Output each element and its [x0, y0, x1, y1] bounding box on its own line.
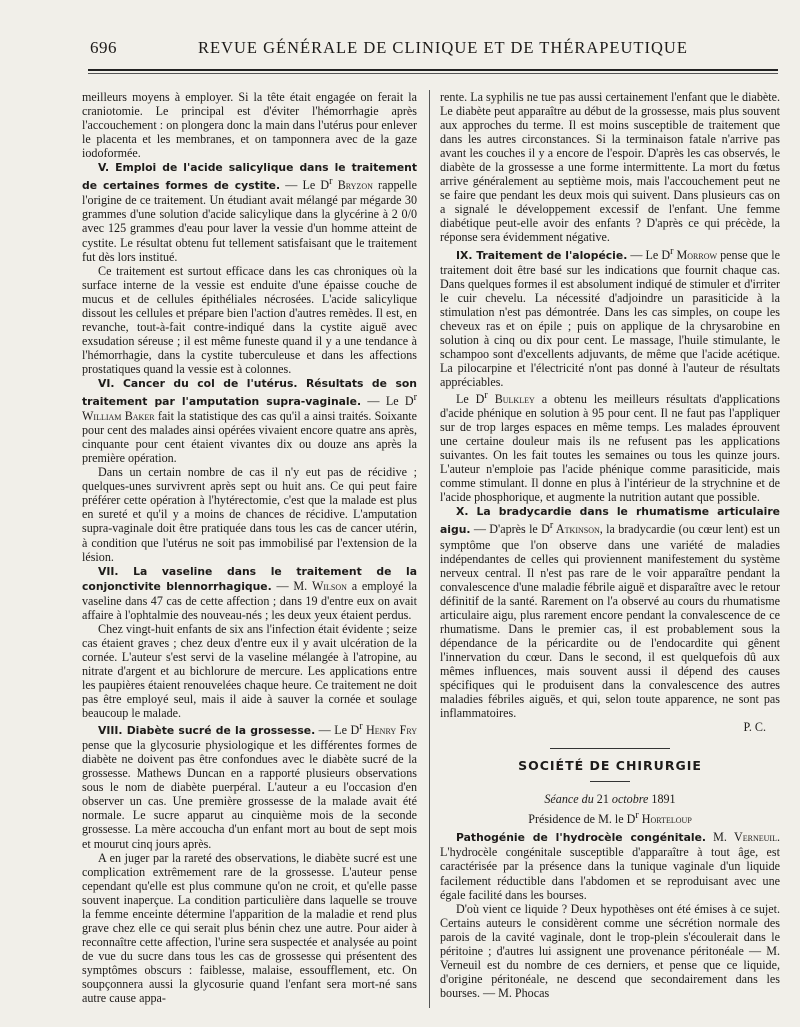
superscript: r	[549, 520, 554, 532]
section-title: X. La bradycardie dans le rhumatisme articulaire aigu.	[440, 505, 780, 537]
paragraph: A en juger par la rareté des observations, le diabète sucré est une complication extrêmement rare de la grossesse. L'auteur pense cependant qu'elle est plus commune qu'on ne croit, et qu'elle passe souvent inaperçue. La condition particulière dans laquelle se trouve la femme enceinte détermine l'apparition de la maladie et rend plus grave chez elle ce qui serait plus bénin chez une autre. Pour aider à reconnaître cette affection, l'urine sera suspectée et analysée au point de vue du sucre dans tous les cas de grossesse qui présentent des symptômes obscurs : faiblesse, malaise, essoufflement, etc. On soupçonnera aussi la glycosurie quand l'enfant sera mort-né sans autre cause appa-	[82, 850, 417, 1006]
section-text: a obtenu les meilleurs résultats d'applications d'acide phénique en solution à 95 pour cent. Il ne faut pas l'appliquer sur de trop larges espaces en même temps. Les malades éprouvent une certaine douleur mais ils ne refusent pas les applications suivantes. On les fait toutes les semaines ou tous les quinze jours. L'auteur n'emploie pas l'acide phénique comme parasiticide, mais comme stimulant. Il donne en plus à l'intérieur de la strychnine et de l'acide phosphorique, et augmente la nutrition autant que possible.	[440, 392, 780, 505]
superscript: r	[359, 721, 363, 733]
section-vi	[82, 376, 417, 465]
paragraph: Chez vingt-huit enfants de six ans l'infection était évidente ; seize cas étaient graves ; chez deux d'entre eux il y avait ulcération de la cornée. L'auteur s'est servi de la vaseline mélangée à l'atropine, au nitrate d'argent et au bichlorure de mercure. Les applications entre les paupières étaient renouvelées chaque heure. Ce traitement ne doit pas être employé seul, mais il aide à sauver la cornée et soulage beaucoup le malade.	[82, 621, 417, 721]
section-text: fait la statistique des cas qu'il a ainsi traités. Soixante pour cent des malades ainsi opérées vivaient encore quatre ans après, cinquante pour cent étaient vivantes dix ou douze ans après la première opération.	[82, 409, 417, 466]
left-column	[82, 90, 417, 1010]
section-title: IX. Traitement de l'alopécie.	[456, 248, 628, 262]
dash-text: — Le D	[627, 247, 671, 262]
section-title: VIII. Diabète sucré de la grossesse.	[98, 724, 316, 738]
superscript: r	[670, 245, 674, 257]
dash-text: — Le D	[280, 178, 330, 193]
section-text: , la bradycardie (ou cœur lent) est un symptôme que l'on observe dans une variété de maladies indépendantes de celles qui proviennent manifestement du système nerveux central. Il n'est pas rare de le voir apparaître pendant la convalescence d'une maladie fébrile aiguë et disparaître avec le retour définitif de la santé. Rarement on l'a observé au cours du rhumatisme articulaire aigu, plus rarement encore pendant la convalescence de ce rhumatisme. Dans le premier cas, il est probablement sous la dépendance de la péricardite ou de l'endocardite qui gênent l'innervation du cœur. Dans le second, il est quelquefois dû aux mêmes influences, mais souvent aussi il dépend des causes spécifiques qui le produisent dans la convalescence des autres maladies fébriles aiguës, et qui, selon toute apparence, ne sont pas inflammatoires.	[440, 522, 780, 721]
author-name: Bulkley	[487, 392, 535, 407]
right-column	[440, 90, 780, 1010]
seance-date: 21	[593, 792, 612, 807]
author-name: Bryzon	[332, 178, 373, 193]
dash-text: — Le D	[315, 723, 360, 738]
running-title: REVUE GÉNÉRALE DE CLINIQUE ET DE THÉRAPEUTIQUE	[198, 38, 688, 57]
superscript: r	[635, 810, 639, 822]
society-title: SOCIÉTÉ DE CHIRURGIE	[518, 758, 702, 774]
presidence-line	[440, 809, 780, 826]
seance-year: 1891	[648, 792, 676, 807]
dash-text: — Le D	[361, 394, 414, 409]
section-v	[82, 160, 417, 263]
seance-label: Séance du	[544, 792, 594, 807]
presidence-label: Présidence de M. le D	[528, 812, 636, 827]
section-text: a employé la vaseline dans 47 cas de cette affection ; dans 19 d'entre eux on avait affaire à l'ophtalmie des nouveau-nés ; les deux yeux étaient perdus.	[82, 578, 417, 622]
section-vii	[82, 564, 417, 622]
section-ix	[440, 245, 780, 390]
superscript: r	[329, 176, 333, 188]
section-rule	[550, 748, 670, 749]
author-name: Morrow	[673, 247, 718, 262]
paragraph: Dans un certain nombre de cas il n'y eut pas de récidive ; quelques-unes survivrent après sept ou huit ans. Ce qui peut faire préférer cette opération à l'hytérectomie, c'est que la malade est plus en sureté et qu'il y a moins de chances de récidive. L'amputation supra-vaginale doit être pratiquée dans tous les cas de cancer utérin, à condition que l'utérus ne soit pas immobilisé par l'extension de la lésion.	[82, 465, 417, 564]
section-x	[440, 504, 780, 720]
section-title: Pathogénie de l'hydrocèle congénitale.	[456, 831, 706, 845]
seance-line	[440, 792, 780, 806]
section-title: VI. Cancer du col de l'utérus. Résultats de son traitement par l'amputation supra-vaginale.	[82, 376, 417, 409]
paragraph: meilleurs moyens à employer. Si la tête était engagée on ferait la craniotomie. Le principal est d'éviter l'hémorrhagie après l'accouchement : on plongera donc la main dans l'utérus pour enlever le placenta et les membranes, et on tamponnera avec de la gaze iodoformée.	[82, 90, 417, 161]
title-underline	[590, 781, 630, 782]
section-title: V. Emploi de l'acide salicylique dans le traitement de certaines formes de cystite.	[82, 161, 417, 193]
section-title: VII. La vaseline dans le traitement de la conjonctivite blennorrhagique.	[82, 564, 417, 593]
section-text: rappelle l'origine de ce traitement. Un étudiant avait mélangé par mégarde 30 grammes d'une solution d'acide salicylique dans la glycérine à 2 0/0 avec 125 grammes d'eau pour laver la vessie d'un homme atteint de cystite. Le résultat obtenu fut tellement satisfaisant que le traitement fut dès lors institué.	[82, 178, 417, 264]
column-divider	[429, 90, 430, 1008]
author-name: Atkinson	[553, 522, 600, 537]
author-name: Henry Fry	[362, 723, 417, 738]
paragraph: Ce traitement est surtout efficace dans les cas chroniques où la surface interne de la vessie est enduite d'une épaisse couche de mucus et de cellules épithéliales nécrosées. L'acide salicylique dissout les cellules et prépare bien l'action d'autres remèdes. Il est, en revanche, tout-à-fait contre-indiqué dans la cystite aiguë avec exsudation séreuse ; il est même funeste quand il y a une tendance à l'hémorrhagie, dans la cystite tuberculeuse et dans les affections prostatiques quand la vessie est à colonnes.	[82, 263, 417, 376]
paragraph	[440, 389, 780, 504]
header-rule-thin	[88, 73, 778, 74]
signature: P. C.	[743, 720, 766, 735]
lead-text: Le D	[456, 392, 485, 407]
page-number: 696	[90, 38, 117, 57]
dash-text: — D'après le D	[470, 522, 550, 537]
president-name: Horteloup	[638, 812, 692, 827]
superscript: r	[484, 390, 488, 402]
paragraph: rente. La syphilis ne tue pas aussi certainement l'enfant que le diabète. Le diabète peut apparaître au début de la grossesse, mais plus souvent aux approches du terme. Il est moins susceptible de traitement que dans les autres circonstances. Si la terminaison fatale n'arrive pas avant les couches il y a encore de l'espoir. D'après les cas observés, le diabète de la grossesse a une forme intermittente. La mort du fœtus arrive généralement au septième mois, mais l'accouchement peut ne se faire que pendant les deux mois qui suivent. Dans plusieurs cas on a signalé le développement excessif de l'enfant. Une femme diabétique peut-elle avoir des enfants ? D'après ce qui précède, la réponse sera évidemment négative.	[440, 90, 780, 245]
author-name: Verneuil	[734, 830, 777, 845]
page-header	[88, 36, 778, 64]
author-name: Wilson	[311, 578, 347, 593]
section-viii	[82, 720, 417, 850]
section-text: . L'hydrocèle congénitale susceptible d'apparaître à tout âge, est caractérisée par la présence dans la tunique vaginale d'un liquide facilement réductible dans l'abdomen et se reproduisant avec une égale facilité dans les bourses.	[440, 830, 780, 902]
society-block	[440, 748, 780, 826]
dash-text: M.	[706, 830, 735, 845]
author-name: William Baker	[82, 409, 155, 424]
superscript: r	[413, 392, 417, 404]
seance-month: octobre	[611, 792, 649, 807]
header-rule	[88, 69, 778, 71]
dash-text: — M.	[271, 578, 312, 593]
section-text: pense que le traitement doit être basé sur les indications que fournit chaque cas. Dans quelques formes il est absolument indiqué de stimuler et d'irriter le cuir chevelu. La nécessité d'adjoindre un parasiticide à la stimulation n'est pas démontrée. Dans les cas simples, on coupe les cheveux ras et on épile ; puis on applique de la chrysarobine en solution à cinq ou dix pour cent. Le massage, l'huile stimulante, le schampoo sont d'excellents adjuvants, de même que l'acide acétique. La pilocarpine et l'électricité n'ont pas donné à l'auteur de résultats appréciables.	[440, 247, 780, 389]
paragraph: D'où vient ce liquide ? Deux hypothèses ont été émises à ce sujet. Certains auteurs le considèrent comme une sécrétion normale des parois de la cavité vaginale, dont le trop-plein s'écoulerait dans le péritoine ; d'autres lui assignent une provenance péritonéale — M. Verneuil est du nombre de ces derniers, et pense que ce liquide, d'origine péritonéale, ne descend que secondairement dans les bourses. — M. Phocas	[440, 901, 780, 1000]
section-text: pense que la glycosurie physiologique et les différentes formes de diabète ne doivent pas être confondues avec le diabète sucré de la grossesse. Mathews Duncan en a rapporté plusieurs observations sous le nom de diabète puerpéral. L'auteur a eu l'occasion d'en observer un cas. Une première grossesse de la malade avait été normale. Le sucre apparut au cinquième mois de la seconde grossesse. La mère accoucha d'un enfant mort au bout de sept mois et mourut cinq jours après.	[82, 738, 417, 851]
section-hydrocele	[440, 830, 780, 901]
